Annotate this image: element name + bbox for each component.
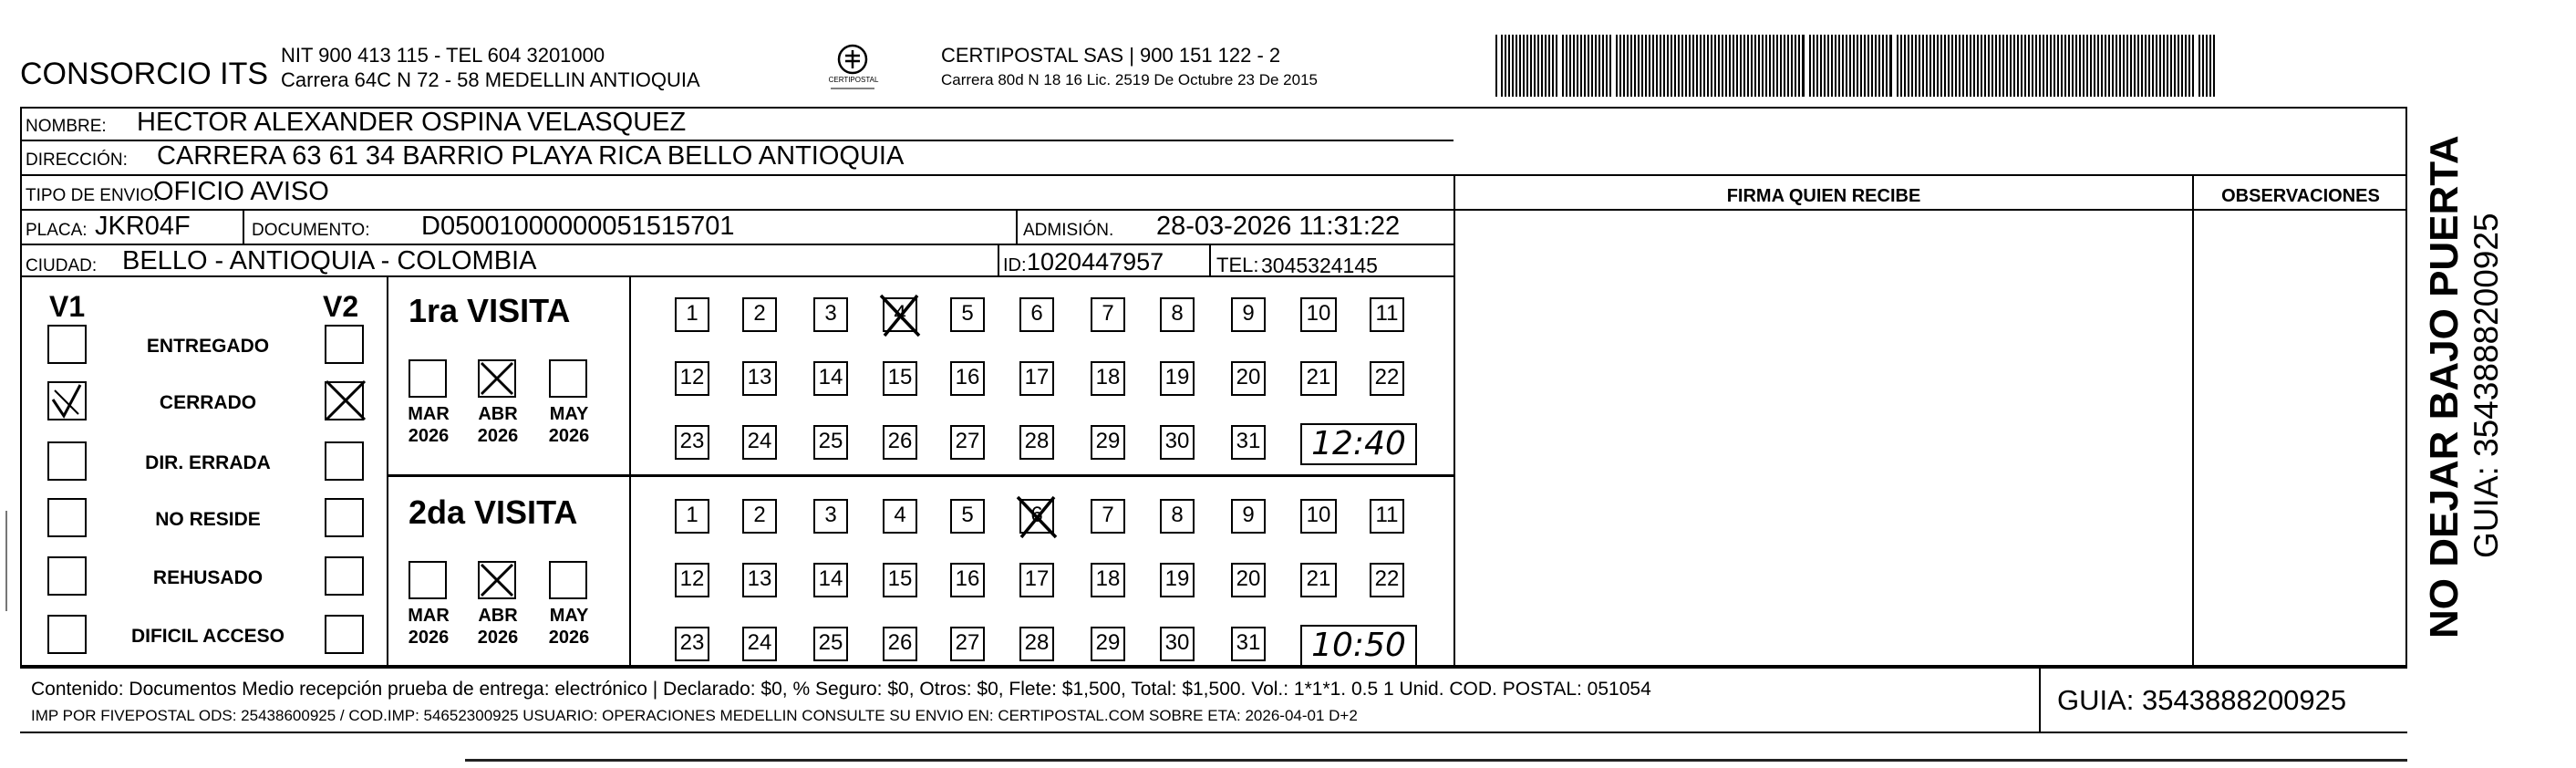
day-box[interactable]: 6 (1019, 297, 1054, 332)
certipostal-line: CERTIPOSTAL SAS | 900 151 122 - 2 (941, 44, 1281, 67)
tel-value: 3045324145 (1261, 254, 1378, 277)
ciudad-value: BELLO - ANTIOQUIA - COLOMBIA (122, 246, 537, 275)
day-box[interactable]: 3 (813, 499, 848, 534)
day-box[interactable]: 10 (1300, 499, 1337, 534)
day-box[interactable]: 26 (883, 425, 917, 460)
v2-header: V2 (323, 290, 359, 323)
placa-divider (243, 211, 244, 244)
id-label: ID: (1003, 255, 1027, 275)
footer-bottom-line (20, 732, 2407, 733)
month-name: MAR (408, 404, 450, 424)
day-box[interactable]: 16 (950, 563, 985, 597)
logo-text: CERTIPOSTAL (828, 76, 879, 84)
visit-divider-horizontal (388, 474, 1454, 477)
day-box[interactable]: 31 (1231, 627, 1266, 661)
v1-header: V1 (49, 290, 86, 323)
side-guia: GUIA: 3543888200925 (2467, 213, 2505, 558)
day-box[interactable]: 4 (883, 499, 917, 534)
day-box[interactable]: 7 (1091, 499, 1125, 534)
v2-checkbox[interactable] (325, 325, 364, 364)
status-label: DIFICIL ACCESO (130, 626, 284, 647)
day-box[interactable]: 5 (950, 297, 985, 332)
day-box[interactable]: 1 (675, 297, 709, 332)
day-box[interactable]: 11 (1370, 499, 1404, 534)
day-box[interactable]: 2 (742, 297, 777, 332)
day-box[interactable]: 22 (1370, 361, 1404, 396)
month-label (398, 403, 460, 447)
month-name: MAY (549, 404, 589, 424)
day-box[interactable]: 20 (1231, 563, 1266, 597)
month-name: ABR (478, 606, 518, 626)
visit-title: 1ra VISITA (409, 292, 571, 329)
day-box[interactable]: 13 (742, 361, 777, 396)
month-checkbox[interactable] (549, 359, 587, 398)
month-year: 2026 (477, 426, 519, 446)
v2-checkbox[interactable] (325, 441, 364, 481)
x-mark-icon (478, 561, 516, 599)
month-checkbox[interactable] (478, 561, 516, 599)
id-value: 1020447957 (1027, 248, 1164, 275)
placa-label: PLACA: (26, 221, 88, 240)
month-name: ABR (478, 404, 518, 424)
visit-title: 2da VISITA (409, 493, 578, 531)
status-label: ENTREGADO (146, 336, 270, 357)
month-label (467, 605, 529, 649)
day-box[interactable]: 6 (1019, 499, 1054, 534)
footer-imp-line: IMP POR FIVEPOSTAL ODS: 25438600925 / COD.IMP: 54652300925 USUARIO: OPERACIONES MEDELLIN CONSULTE SU ENVIO EN: CERTIPOSTAL.COM SOBRE ETA: 2026-04-01 D+2 (31, 707, 1358, 724)
day-box[interactable]: 19 (1160, 361, 1195, 396)
v2-checkbox[interactable] (325, 556, 364, 596)
day-box[interactable]: 1 (675, 499, 709, 534)
day-box[interactable]: 3 (813, 297, 848, 332)
day-box[interactable]: 27 (950, 627, 985, 661)
month-name: MAY (549, 606, 589, 626)
v1-checkbox[interactable] (47, 556, 87, 596)
day-box[interactable]: 9 (1231, 297, 1266, 332)
month-checkbox[interactable] (549, 561, 587, 599)
tel-label: TEL: (1216, 254, 1259, 276)
month-checkbox[interactable] (478, 359, 516, 398)
day-box[interactable]: 15 (883, 361, 917, 396)
firma-column-divider (1454, 176, 1455, 667)
barcode-icon (1495, 35, 2220, 97)
v1-checkbox[interactable] (47, 441, 87, 481)
day-box[interactable]: 12 (675, 361, 709, 396)
day-box[interactable]: 10 (1300, 297, 1337, 332)
footer-contenido: Contenido: Documentos Medio recepción prueba de entrega: electrónico | Declarado: $0, % Seguro: $0, Otros: $0, Flete: $1,500, Total: $1,500. Vol.: 1*1*1. 0.5 1 Unid. COD. POSTAL: 051054 (31, 679, 1651, 700)
observaciones-column-divider (2192, 176, 2194, 667)
visit-time-box[interactable]: 12:40 (1300, 423, 1417, 465)
day-box[interactable]: 27 (950, 425, 985, 460)
v1-checkbox[interactable] (47, 498, 87, 537)
month-year: 2026 (548, 628, 590, 648)
month-checkbox[interactable] (409, 359, 447, 398)
day-box[interactable]: 8 (1160, 297, 1195, 332)
status-label: CERRADO (159, 392, 257, 413)
month-checkbox[interactable] (409, 561, 447, 599)
day-box[interactable]: 20 (1231, 361, 1266, 396)
day-check-mark-icon (1012, 492, 1063, 547)
day-box[interactable]: 25 (813, 627, 848, 661)
day-box[interactable]: 16 (950, 361, 985, 396)
status-label: REHUSADO (152, 567, 264, 588)
day-box[interactable]: 24 (742, 627, 777, 661)
observaciones-label: OBSERVACIONES (2221, 186, 2380, 206)
firma-label: FIRMA QUIEN RECIBE (1726, 186, 1921, 206)
day-box[interactable]: 5 (950, 499, 985, 534)
day-box[interactable]: 9 (1231, 499, 1266, 534)
day-check-mark-icon (875, 290, 926, 346)
nit-line: NIT 900 413 115 - TEL 604 3201000 (281, 44, 605, 67)
month-year: 2026 (548, 426, 590, 446)
visit-time-box[interactable]: 10:50 (1300, 625, 1417, 667)
day-box[interactable]: 21 (1300, 563, 1337, 597)
x-mark-icon (323, 378, 368, 423)
month-year: 2026 (408, 426, 450, 446)
v1-checkbox[interactable] (47, 381, 87, 420)
day-box[interactable]: 19 (1160, 563, 1195, 597)
v2-checkbox[interactable] (325, 615, 364, 654)
documento-label: DOCUMENTO: (252, 221, 370, 240)
margin-mark (5, 511, 7, 611)
company-name: CONSORCIO ITS (20, 57, 269, 91)
day-box[interactable]: 17 (1019, 361, 1054, 396)
day-box[interactable]: 26 (883, 627, 917, 661)
day-box[interactable]: 22 (1370, 563, 1404, 597)
day-box[interactable]: 21 (1300, 361, 1337, 396)
day-box[interactable]: 29 (1091, 627, 1125, 661)
day-box[interactable]: 15 (883, 563, 917, 597)
visit-divider-vertical (629, 275, 631, 668)
direccion-value: CARRERA 63 61 34 BARRIO PLAYA RICA BELLO ANTIOQUIA (157, 141, 905, 171)
month-year: 2026 (408, 628, 450, 648)
day-box[interactable]: 28 (1019, 627, 1054, 661)
v2-checkbox[interactable] (325, 381, 364, 420)
check-mark-icon (47, 381, 87, 420)
documento-value: D05001000000051515701 (421, 212, 735, 241)
day-box[interactable]: 30 (1160, 425, 1195, 460)
month-name: MAR (408, 606, 450, 626)
day-box[interactable]: 28 (1019, 425, 1054, 460)
day-box[interactable]: 25 (813, 425, 848, 460)
ciudad-label: CIUDAD: (26, 256, 98, 275)
day-box[interactable]: 2 (742, 499, 777, 534)
v1-checkbox[interactable] (47, 325, 87, 364)
status-label: NO RESIDE (155, 509, 261, 530)
day-box[interactable]: 18 (1091, 563, 1125, 597)
day-box[interactable]: 23 (675, 627, 709, 661)
day-box[interactable]: 8 (1160, 499, 1195, 534)
status-label: DIR. ERRADA (145, 452, 271, 473)
day-box[interactable]: 17 (1019, 563, 1054, 597)
day-box[interactable]: 14 (813, 563, 848, 597)
day-box[interactable]: 11 (1370, 297, 1404, 332)
cut-line (465, 759, 2407, 762)
x-mark-icon (478, 359, 516, 398)
admision-value: 28-03-2026 11:31:22 (1156, 212, 1401, 241)
day-box[interactable]: 30 (1160, 627, 1195, 661)
day-box[interactable]: 13 (742, 563, 777, 597)
placa-value: JKR04F (95, 212, 191, 241)
nombre-value: HECTOR ALEXANDER OSPINA VELASQUEZ (137, 108, 687, 137)
id-divider (998, 245, 999, 275)
company-address: Carrera 64C N 72 - 58 MEDELLIN ANTIOQUIA (281, 68, 700, 91)
tipo-label: TIPO DE ENVIO: (26, 186, 159, 205)
v1-checkbox[interactable] (47, 615, 87, 654)
day-box[interactable]: 4 (883, 297, 917, 332)
day-box[interactable]: 7 (1091, 297, 1125, 332)
footer-guia: GUIA: 3543888200925 (2057, 684, 2347, 716)
certipostal-address: Carrera 80d N 18 16 Lic. 2519 De Octubre 23 De 2015 (941, 71, 1318, 88)
admision-label: ADMISIÓN. (1023, 221, 1114, 240)
day-box[interactable]: 31 (1231, 425, 1266, 460)
certipostal-logo (825, 41, 880, 94)
month-label (538, 605, 600, 649)
direccion-label: DIRECCIÓN: (26, 150, 128, 170)
day-box[interactable]: 12 (675, 563, 709, 597)
firma-header-line (1454, 209, 2407, 211)
day-box[interactable]: 24 (742, 425, 777, 460)
month-label (538, 403, 600, 447)
day-box[interactable]: 23 (675, 425, 709, 460)
status-panel-divider (387, 275, 388, 668)
v2-checkbox[interactable] (325, 498, 364, 537)
nombre-label: NOMBRE: (26, 117, 107, 136)
month-year: 2026 (477, 628, 519, 648)
side-warning: NO DEJAR BAJO PUERTA (2422, 135, 2467, 638)
day-box[interactable]: 14 (813, 361, 848, 396)
day-box[interactable]: 29 (1091, 425, 1125, 460)
month-label (398, 605, 460, 649)
day-box[interactable]: 18 (1091, 361, 1125, 396)
tipo-value: OFICIO AVISO (153, 177, 329, 206)
tel-divider (1209, 245, 1211, 275)
admision-divider (1016, 211, 1018, 244)
month-label (467, 403, 529, 447)
